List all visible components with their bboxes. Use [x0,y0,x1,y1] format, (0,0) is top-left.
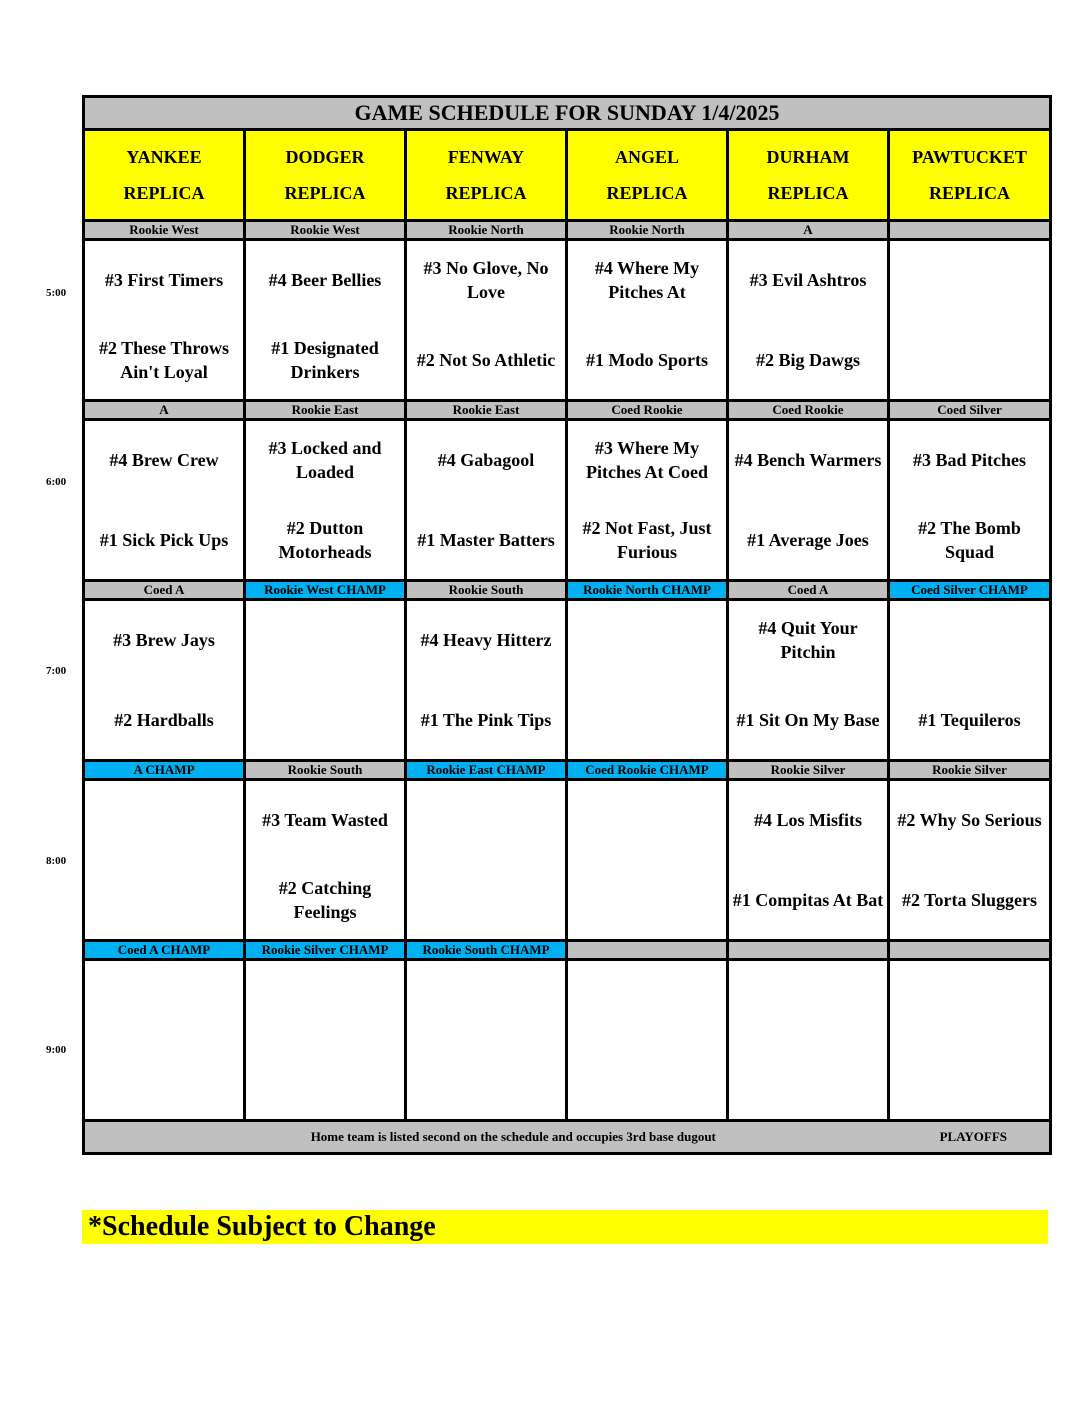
time-label: 7:00 [46,665,67,677]
away-team: #4 Bench Warmers [734,450,882,470]
division-label: Coed Silver CHAMP [889,581,1051,600]
venue-header [567,130,728,221]
home-team: #2 Torta Sluggers [901,890,1038,910]
home-team: #1 The Pink Tips [420,710,552,730]
venue-name: PAWTUCKET [912,147,1027,167]
away-team [87,790,241,850]
game-cell [889,600,1051,761]
venue-name: ANGEL [614,147,679,167]
division-label: A [728,221,889,240]
game-cell [84,600,245,761]
home-team: #2 The Bomb Squad [918,518,1021,562]
home-team [409,1050,563,1110]
division-label: Rookie South CHAMP [406,941,567,960]
away-team [87,970,241,1030]
away-team: #4 Brew Crew [109,450,219,470]
away-team: #3 Evil Ashtros [749,270,867,290]
game-cell [728,780,889,941]
division-label: Coed Silver [889,401,1051,420]
venue-subtitle: REPLICA [123,183,205,203]
away-team [570,970,724,1030]
venue-subtitle: REPLICA [606,183,688,203]
game-cell [406,420,567,581]
home-team: #2 Dutton Motorheads [278,518,372,562]
game-cell [889,960,1051,1121]
away-team: #4 Heavy Hitterz [420,630,552,650]
away-team [731,970,885,1030]
division-label: Rookie South [245,761,406,780]
home-team [570,1050,724,1110]
home-team: #1 Average Joes [747,530,869,550]
away-team: #2 Why So Serious [897,810,1042,830]
time-label: 5:00 [46,287,67,299]
game-cell [406,240,567,401]
division-label: Rookie West CHAMP [245,581,406,600]
home-team-note: Home team is listed second on the schedule and occupies 3rd base dugout [310,1129,716,1144]
venue-header [728,130,889,221]
division-label: Rookie Silver [728,761,889,780]
home-team: #1 Sick Pick Ups [99,530,229,550]
away-team: #3 First Timers [104,270,224,290]
division-label: Coed A [84,581,245,600]
home-team [892,1050,1047,1110]
division-label: Rookie North CHAMP [567,581,728,600]
schedule-change-banner: *Schedule Subject to Change [82,1210,1048,1244]
away-team: #4 Where My Pitches At [594,258,700,302]
division-label: Rookie East CHAMP [406,761,567,780]
home-team: #1 Sit On My Base [736,710,880,730]
game-cell [728,420,889,581]
division-label: Rookie North [567,221,728,240]
away-team [409,790,563,850]
division-label: Rookie North [406,221,567,240]
home-team [731,1050,885,1110]
division-label: Rookie South [406,581,567,600]
playoffs-label: PLAYOFFS [939,1129,1008,1144]
game-cell [728,960,889,1121]
division-label: Rookie East [245,401,406,420]
time-label: 9:00 [46,1044,67,1056]
away-team [892,970,1047,1030]
game-cell [245,240,406,401]
home-team: #2 These Throws Ain't Loyal [98,338,230,382]
home-team [409,870,563,930]
home-team: #2 Big Dawgs [755,350,860,370]
division-label: Rookie West [84,221,245,240]
division-label: Coed Rookie CHAMP [567,761,728,780]
home-team [570,870,724,930]
schedule-title: GAME SCHEDULE FOR SUNDAY 1/4/2025 [84,97,1051,130]
time-label: 8:00 [46,855,67,867]
home-team [87,1050,241,1110]
venue-header [406,130,567,221]
away-team: #4 Los Misfits [754,810,862,830]
home-team: #2 Catching Feelings [278,878,372,922]
division-label: Rookie Silver [889,761,1051,780]
division-label [728,941,889,960]
schedule-table [82,95,1052,1155]
game-cell [84,780,245,941]
away-team [892,610,1047,670]
away-team [570,790,724,850]
schedule-sheet [82,95,1049,1155]
game-cell [245,780,406,941]
away-team [248,610,402,670]
home-team [248,1050,402,1110]
home-team [248,690,402,750]
game-cell [245,960,406,1121]
home-team [87,870,241,930]
away-team [409,970,563,1030]
game-cell [567,420,728,581]
game-cell [889,420,1051,581]
division-label: Rookie Silver CHAMP [245,941,406,960]
home-team: #2 Not So Athletic [416,350,556,370]
game-cell [728,240,889,401]
division-label: Coed A CHAMP [84,941,245,960]
division-label: A [84,401,245,420]
home-team: #1 Tequileros [918,710,1021,730]
game-cell [84,960,245,1121]
division-label [889,941,1051,960]
division-label [889,221,1051,240]
venue-header [889,130,1051,221]
game-cell [567,600,728,761]
game-cell [889,240,1051,401]
away-team [570,610,724,670]
home-team [892,330,1047,390]
venue-header [84,130,245,221]
division-label [567,941,728,960]
away-team: #4 Quit Your Pitchin [758,618,858,662]
division-label: A CHAMP [84,761,245,780]
away-team: #3 Team Wasted [262,810,388,830]
game-cell [406,780,567,941]
game-cell [84,420,245,581]
game-cell [406,960,567,1121]
division-label: Coed Rookie [728,401,889,420]
division-label: Rookie East [406,401,567,420]
venue-subtitle: REPLICA [767,183,849,203]
game-cell [728,600,889,761]
away-team: #4 Gabagool [437,450,535,470]
away-team: #3 Where My Pitches At Coed [586,438,708,482]
home-team: #2 Not Fast, Just Furious [582,518,712,562]
home-team: #1 Designated Drinkers [271,338,379,382]
away-team: #3 Bad Pitches [913,450,1027,470]
home-team: #1 Master Batters [417,530,555,550]
division-label: Coed A [728,581,889,600]
home-team: #2 Hardballs [114,710,214,730]
game-cell [567,240,728,401]
game-cell [889,780,1051,941]
game-cell [84,240,245,401]
away-team [892,250,1047,310]
away-team: #3 No Glove, No Love [423,258,549,302]
venue-subtitle: REPLICA [929,183,1011,203]
game-cell [567,780,728,941]
venue-name: DURHAM [766,147,850,167]
away-team [248,970,402,1030]
away-team: #3 Brew Jays [113,630,215,650]
game-cell [567,960,728,1121]
home-team: #1 Compitas At Bat [732,890,884,910]
game-cell [245,420,406,581]
venue-header [245,130,406,221]
venue-name: YANKEE [126,147,202,167]
game-cell [406,600,567,761]
venue-subtitle: REPLICA [284,183,366,203]
venue-name: FENWAY [447,147,525,167]
time-label: 6:00 [46,476,67,488]
home-team: #1 Modo Sports [585,350,708,370]
division-label: Coed Rookie [567,401,728,420]
footer-bar [84,1121,1051,1154]
away-team: #4 Beer Bellies [268,270,382,290]
away-team: #3 Locked and Loaded [268,438,382,482]
venue-subtitle: REPLICA [445,183,527,203]
home-team [570,690,724,750]
game-cell [245,600,406,761]
venue-name: DODGER [285,147,365,167]
division-label: Rookie West [245,221,406,240]
